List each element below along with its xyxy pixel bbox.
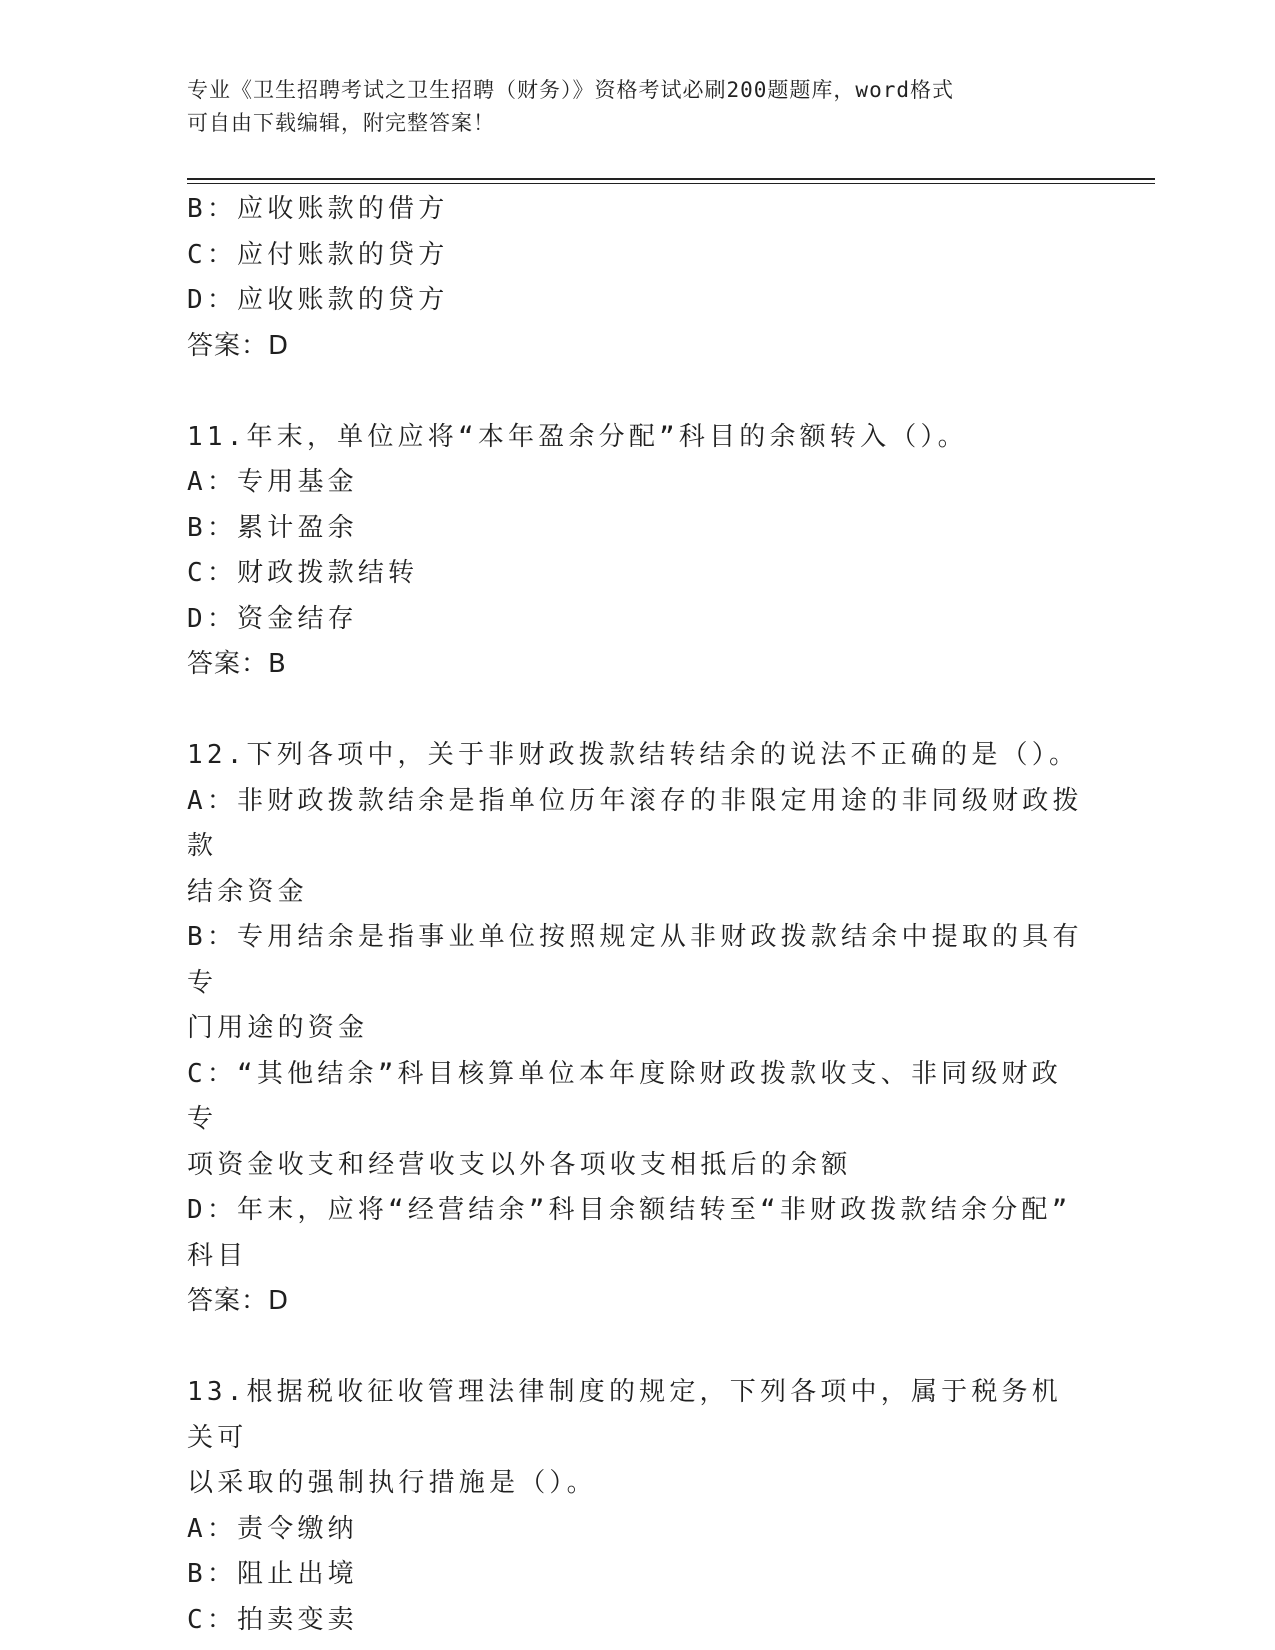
spacer	[187, 369, 1087, 415]
option-b: B：阻止出境	[187, 1559, 358, 1589]
prev-question	[187, 187, 1087, 369]
header-line-1: 专业《卫生招聘考试之卫生招聘（财务）》资格考试必刷200题题库，word格式	[187, 78, 954, 102]
option-c: C：应付账款的贷方	[187, 239, 449, 270]
answer: 答案：B	[187, 649, 287, 679]
answer: 答案：D	[187, 1286, 290, 1316]
spacer	[187, 1325, 1087, 1371]
question-11	[187, 415, 1087, 688]
header-rule-thin	[187, 183, 1155, 184]
option-b: B：应收账款的借方	[187, 194, 449, 224]
option-d: D：应收账款的贷方	[187, 285, 449, 315]
option-d: D：资金结存	[187, 603, 358, 634]
header-rule-thick	[187, 178, 1155, 180]
option-b: B：累计盈余	[187, 512, 358, 543]
option-c-line-2: 项资金收支和经营收支以外各项收支相抵后的余额	[187, 1149, 852, 1180]
question-stem-line-2: 以采取的强制执行措施是（）。	[187, 1468, 597, 1498]
option-d-line-1: D：年末，应将“经营结余”科目余额结转至“非财政拨款结余分配”	[187, 1195, 1072, 1225]
option-c: C：拍卖变卖	[187, 1604, 358, 1635]
question-content	[187, 187, 1087, 1643]
option-b-line-2: 门用途的资金	[187, 1013, 369, 1043]
question-13	[187, 1370, 1087, 1643]
question-12	[187, 733, 1087, 1325]
option-c-line-1: C：“其他结余”科目核算单位本年度除财政拨款收支、非同级财政专	[187, 1058, 1062, 1134]
answer: 答案：D	[187, 330, 290, 361]
question-stem-line-1: 13.根据税收征收管理法律制度的规定，下列各项中，属于税务机关可	[187, 1377, 1062, 1453]
option-d-line-2: 科目	[187, 1240, 248, 1271]
option-a: A：专用基金	[187, 467, 358, 497]
question-stem: 12.下列各项中，关于非财政拨款结转结余的说法不正确的是（）。	[187, 740, 1080, 770]
header-line-2: 可自由下载编辑，附完整答案！	[187, 111, 495, 135]
question-stem: 11.年末，单位应将“本年盈余分配”科目的余额转入（）。	[187, 421, 968, 452]
option-b-line-1: B：专用结余是指事业单位按照规定从非财政拨款结余中提取的具有专	[187, 922, 1083, 998]
spacer	[187, 688, 1087, 734]
page-header	[187, 74, 1087, 140]
option-a: A：责令缴纳	[187, 1513, 358, 1544]
option-c: C：财政拨款结转	[187, 558, 419, 588]
option-a-line-2: 结余资金	[187, 876, 308, 907]
option-a-line-1: A：非财政拨款结余是指单位历年滚存的非限定用途的非同级财政拨款	[187, 785, 1083, 861]
